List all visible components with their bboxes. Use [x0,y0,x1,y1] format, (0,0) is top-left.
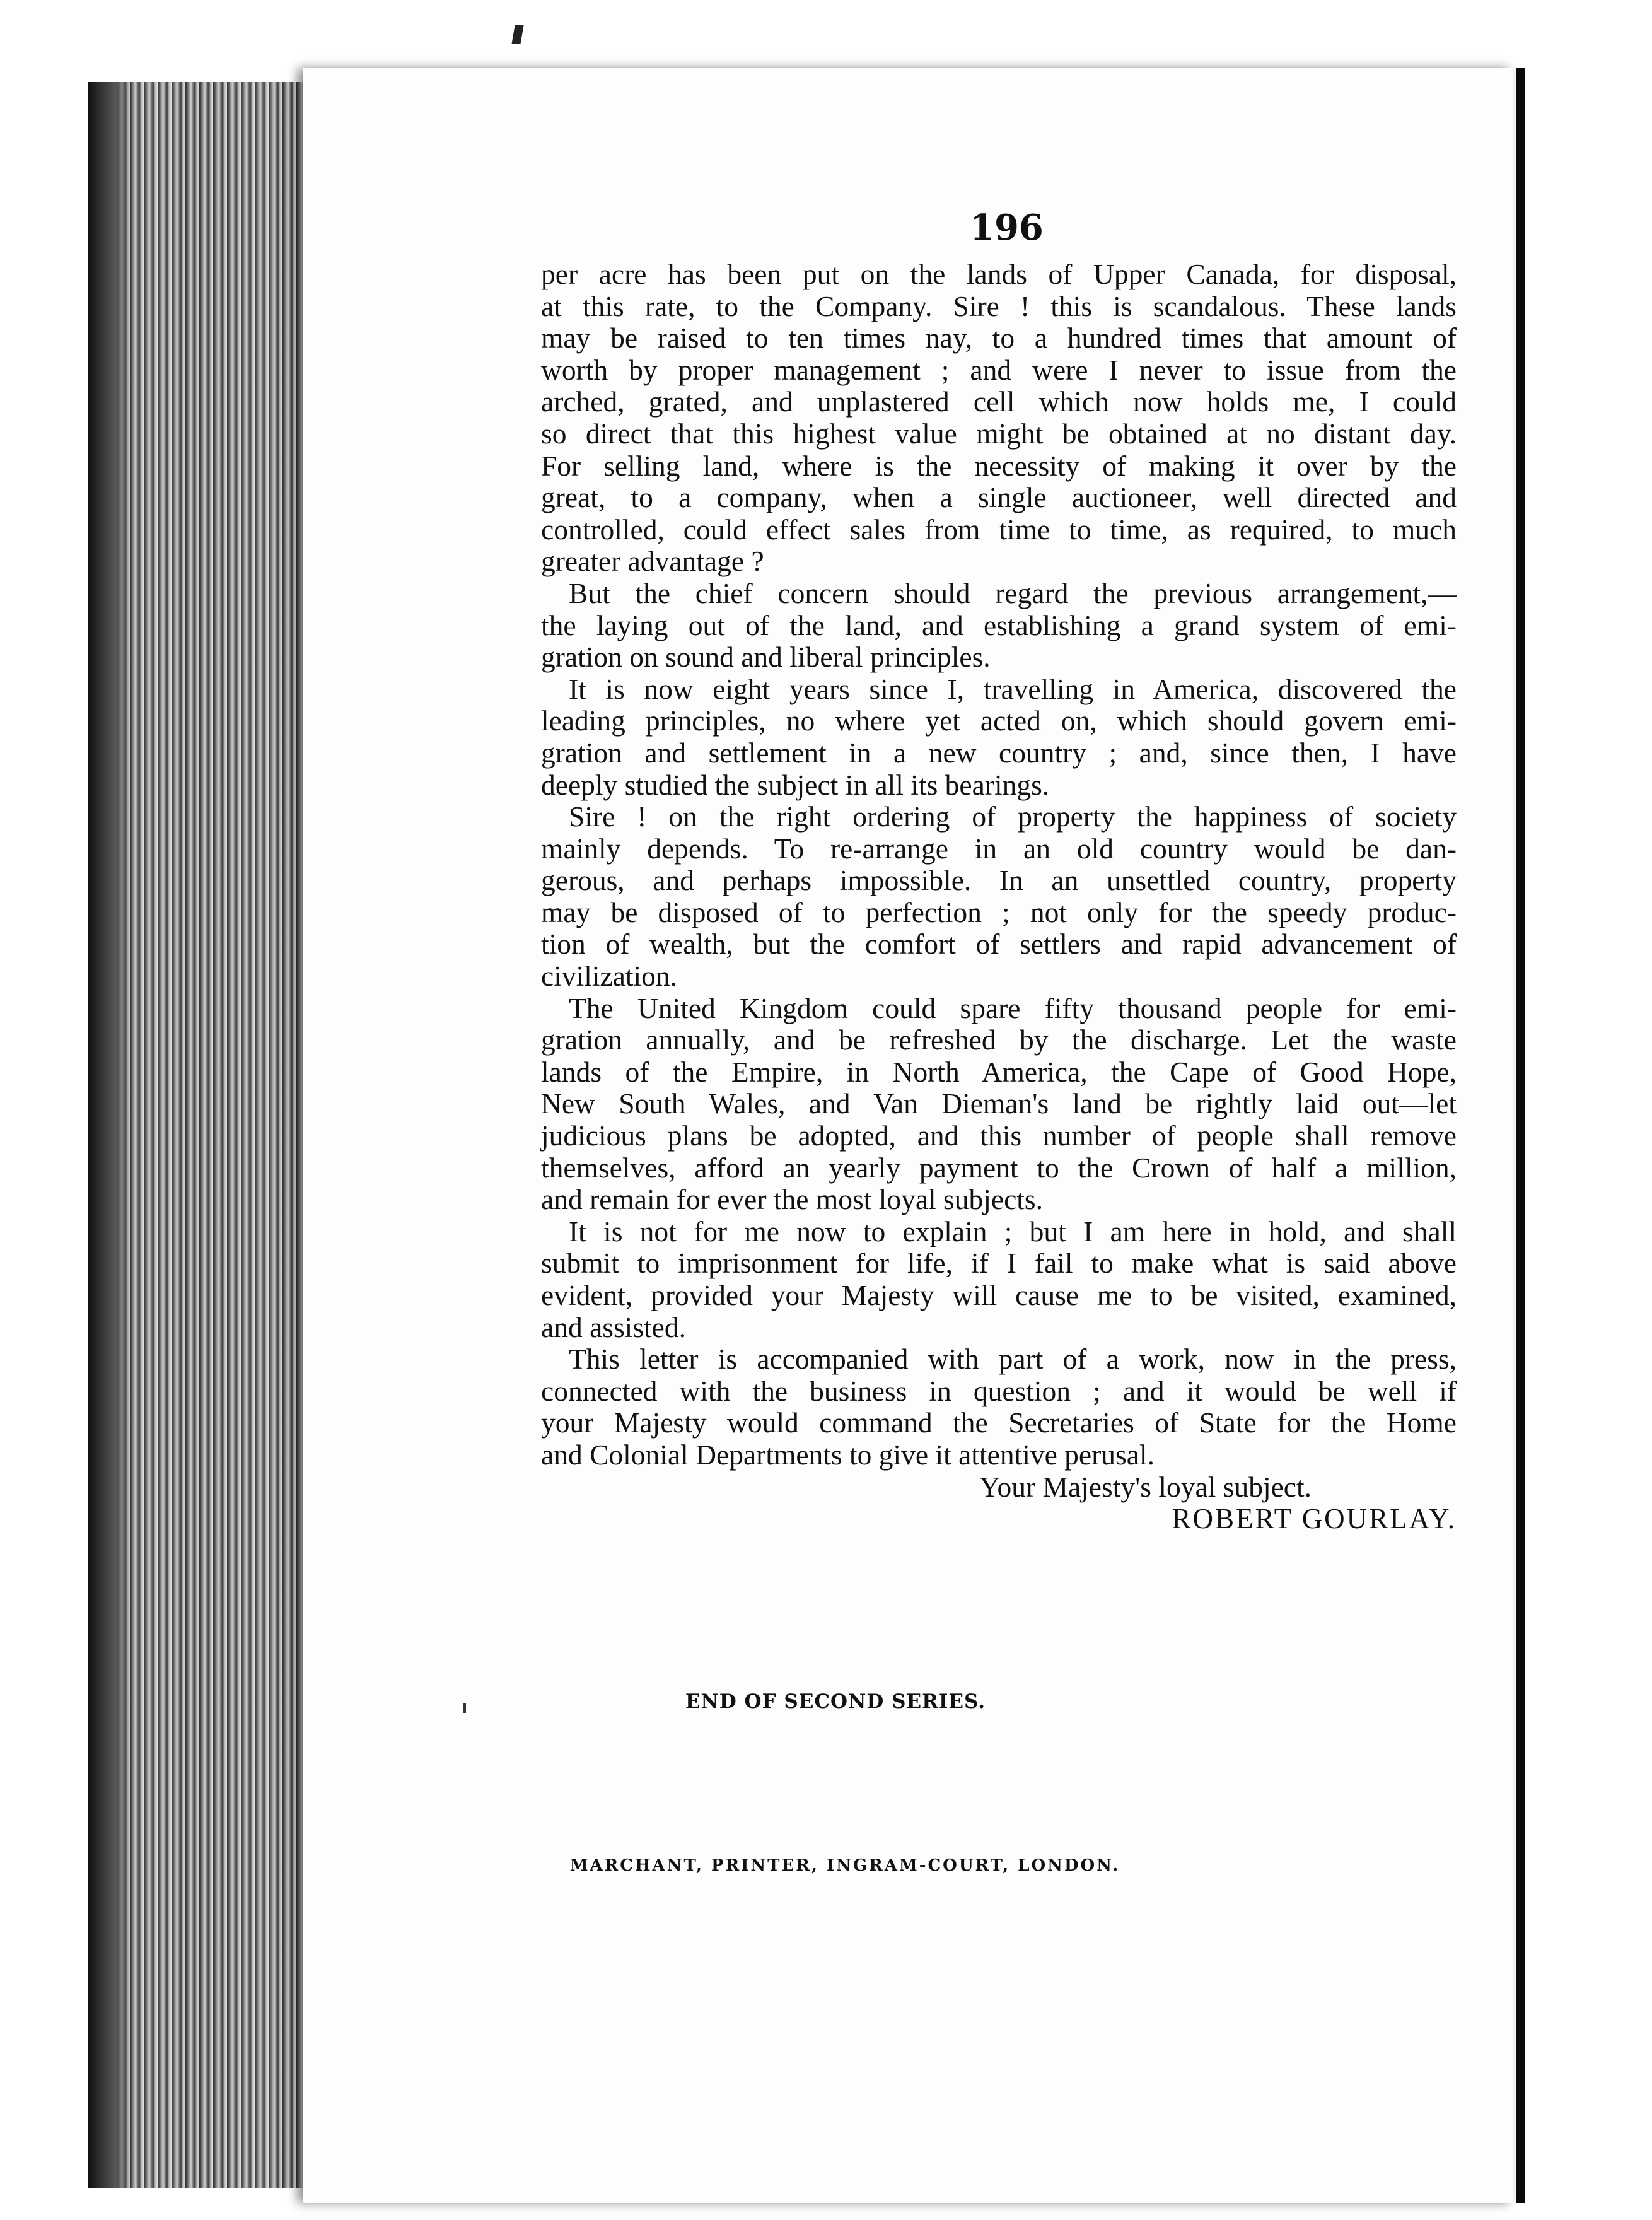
text-line: evident, provided your Majesty will cause me to be visited, examined, [541,1279,1457,1311]
text-line: This letter is accompanied with part of a work, now in the press, [569,1343,1457,1376]
text-line: mainly depends. To re-arrange in an old country would be dan- [541,832,1457,865]
letter-closing: Your Majesty's loyal subject. [979,1470,1312,1503]
text-line: great, to a company, when a single auctioneer, well directed and [541,481,1457,514]
text-line: your Majesty would command the Secretaries of State for the Home [541,1406,1457,1439]
text-line: civilization. [541,960,678,993]
scan-corner-mark [511,25,523,44]
text-line: New South Wales, and Van Dieman's land be rightly laid out—let [541,1087,1457,1120]
scan-right-border [1516,68,1525,2203]
text-line: at this rate, to the Company. Sire ! this is scandalous. These lands [541,289,1457,322]
signature-name: ROBERT GOURLAY. [1172,1503,1457,1535]
text-line: gration on sound and liberal principles. [541,641,991,674]
text-line: Sire ! on the right ordering of property the happiness of society [569,800,1457,833]
text-line: and assisted. [541,1311,686,1343]
text-line: submit to imprisonment for life, if I fail to make what is said above [541,1247,1457,1280]
text-line: It is not for me now to explain ; but I am here in hold, and shall [569,1215,1457,1247]
text-line: judicious plans be adopted, and this number of people shall remove [541,1119,1457,1152]
text-line: The United Kingdom could spare fifty thousand people for emi- [569,991,1457,1024]
text-line: connected with the business in question ; and it would be well if [541,1374,1457,1407]
text-line: may be disposed of to perfection ; not only for the speedy produc- [541,896,1457,928]
text-line: gration and settlement in a new country ; and, since then, I have [541,736,1457,769]
letter-body [541,259,1457,1535]
text-line: worth by proper management ; and were I never to issue from the [541,353,1457,386]
text-line: deeply studied the subject in all its bearings. [541,768,1050,801]
text-line: and remain for ever the most loyal subjects. [541,1183,1044,1216]
text-line: per acre has been put on the lands of Upper Canada, for disposal, [541,258,1457,290]
text-line: tion of wealth, but the comfort of settlers and rapid advancement of [541,928,1457,961]
text-line: may be raised to ten times nay, to a hundred times that amount of [541,322,1457,354]
text-line: gration annually, and be refreshed by the discharge. Let the waste [541,1024,1457,1056]
text-line: controlled, could effect sales from time to time, as required, to much [541,513,1457,546]
end-of-series-note: END OF SECOND SERIES. [685,1690,986,1713]
text-line: leading principles, no where yet acted on, which should govern emi- [541,704,1457,737]
text-line: For selling land, where is the necessity of making it over by the [541,449,1457,482]
text-line: arched, grated, and unplastered cell which now holds me, I could [541,385,1457,418]
text-line: lands of the Empire, in North America, the Cape of Good Hope, [541,1055,1457,1088]
text-line: and Colonial Departments to give it attentive perusal. [541,1438,1155,1471]
text-line: so direct that this highest value might be obtained at no distant day. [541,417,1457,450]
text-line: But the chief concern should regard the previous arrangement,— [569,576,1457,609]
text-line: It is now eight years since I, travelling in America, discovered the [569,672,1457,705]
page-number: 196 [970,207,1044,248]
text-line: the laying out of the land, and establishing a grand system of emi- [541,609,1457,641]
text-line: gerous, and perhaps impossible. In an unsettled country, property [541,864,1457,897]
text-line: greater advantage ? [541,545,764,578]
text-line: themselves, afford an yearly payment to the Crown of half a million, [541,1151,1457,1184]
printer-imprint: MARCHANT, PRINTER, INGRAM-COURT, LONDON. [569,1856,1120,1875]
letter-signature [541,1503,1457,1535]
